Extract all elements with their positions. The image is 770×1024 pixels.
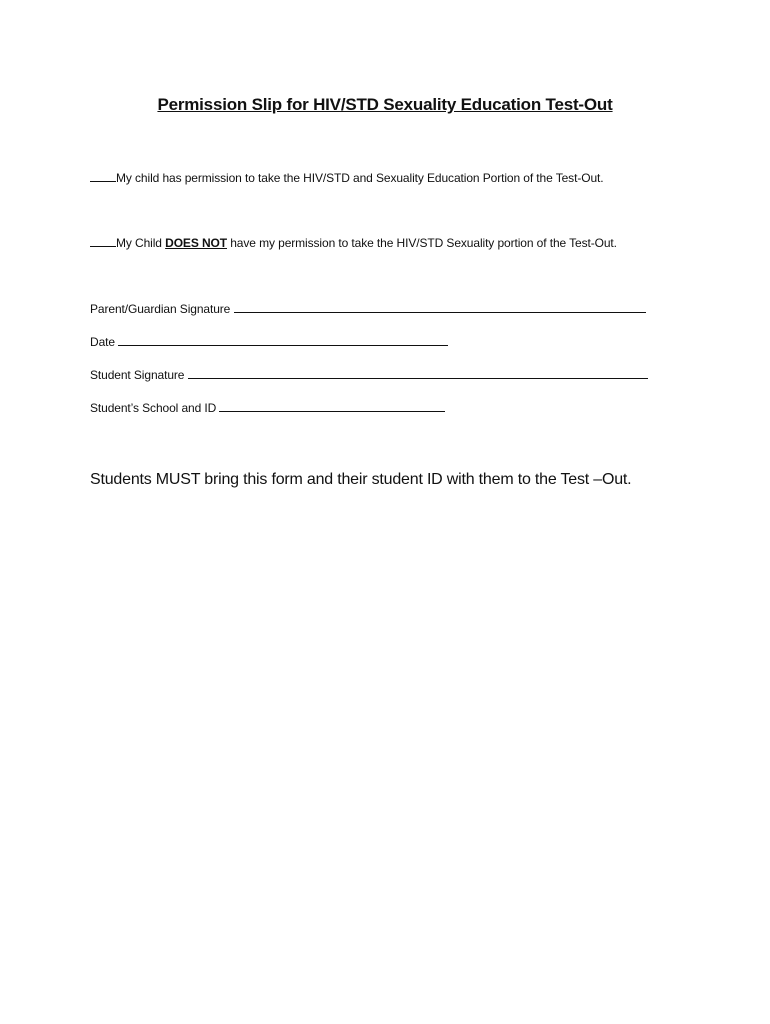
parent-signature-label: Parent/Guardian Signature — [90, 302, 231, 316]
student-signature-field[interactable] — [188, 367, 648, 379]
student-signature-label: Student Signature — [90, 368, 185, 382]
permission-no-line — [90, 235, 617, 250]
date-row — [90, 334, 448, 349]
permission-yes-checkbox-blank[interactable] — [90, 170, 116, 182]
permission-no-lead: My Child — [116, 236, 166, 250]
school-id-row — [90, 400, 445, 415]
permission-no-checkbox-blank[interactable] — [90, 235, 116, 247]
permission-no-rest: have my permission to take the HIV/STD Sexuality portion of the Test-Out. — [227, 236, 617, 250]
school-id-label: Student’s School and ID — [90, 401, 217, 415]
page-title: Permission Slip for HIV/STD Sexuality Education Test-Out — [157, 95, 613, 114]
date-label: Date — [90, 335, 115, 349]
date-field[interactable] — [118, 334, 448, 346]
parent-signature-field[interactable] — [234, 301, 646, 313]
bring-form-notice: Students MUST bring this form and their student ID with them to the Test –Out. — [90, 471, 632, 488]
school-id-field[interactable] — [219, 400, 445, 412]
permission-no-emphasis: DOES NOT — [165, 236, 227, 250]
permission-yes-text: My child has permission to take the HIV/STD and Sexuality Education Portion of the Test-Out. — [116, 171, 604, 185]
permission-yes-line — [90, 170, 604, 185]
parent-signature-row — [90, 301, 646, 316]
student-signature-row — [90, 367, 648, 382]
